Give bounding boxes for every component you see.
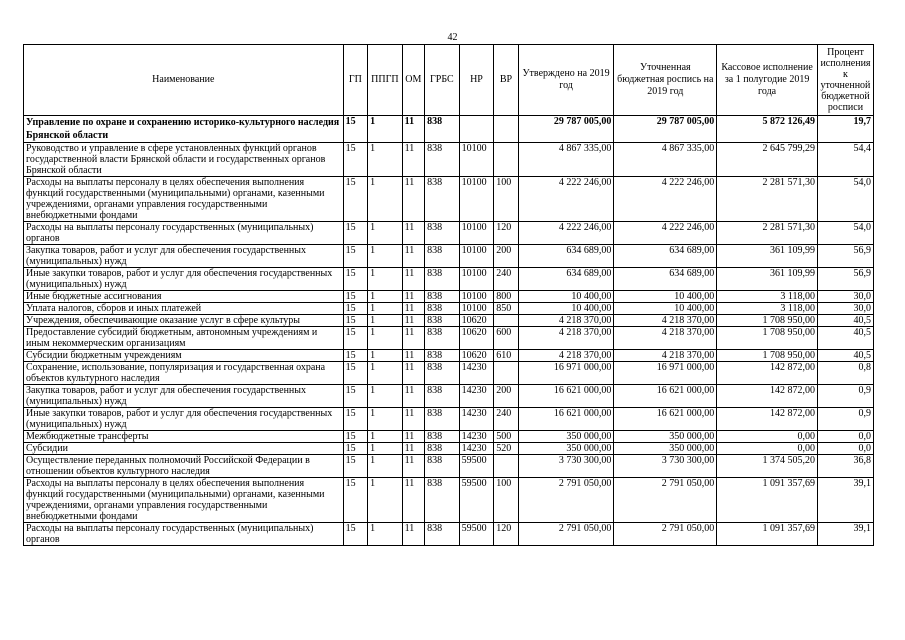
cell-vr: 500 [494, 431, 518, 443]
cell-om: 11 [402, 478, 424, 523]
cell-cash: 1 374 505,20 [717, 455, 818, 478]
cell-name: Межбюджетные трансферты [24, 431, 344, 443]
cell-refined: 2 791 050,00 [614, 523, 717, 546]
cell-approved: 350 000,00 [518, 431, 614, 443]
cell-nr: 59500 [459, 478, 494, 523]
cell-nr: 10620 [459, 327, 494, 350]
cell-percent: 54,0 [817, 222, 873, 245]
cell-gp: 15 [343, 431, 367, 443]
cell-cash: 3 118,00 [717, 303, 818, 315]
cell-nr: 59500 [459, 523, 494, 546]
cell-name: Руководство и управление в сфере установленных функций органов государственной власти Брянской области и государственных органов Брянской области [24, 143, 344, 177]
cell-percent: 54,4 [817, 143, 873, 177]
cell-refined: 16 621 000,00 [614, 385, 717, 408]
cell-refined: 634 689,00 [614, 245, 717, 268]
cell-approved: 10 400,00 [518, 291, 614, 303]
cell-refined: 10 400,00 [614, 303, 717, 315]
cell-om: 11 [402, 116, 424, 143]
cell-cash: 2 281 571,30 [717, 222, 818, 245]
cell-ppgp: 1 [368, 315, 403, 327]
table-row [24, 303, 874, 315]
cell-name: Иные бюджетные ассигнования [24, 291, 344, 303]
table-row [24, 408, 874, 431]
cell-percent: 30,0 [817, 291, 873, 303]
table-row [24, 523, 874, 546]
cell-name: Уплата налогов, сборов и иных платежей [24, 303, 344, 315]
cell-grbs: 838 [425, 408, 460, 431]
cell-om: 11 [402, 315, 424, 327]
cell-vr: 520 [494, 443, 518, 455]
cell-approved: 3 730 300,00 [518, 455, 614, 478]
cell-vr: 120 [494, 222, 518, 245]
cell-om: 11 [402, 443, 424, 455]
cell-ppgp: 1 [368, 222, 403, 245]
cell-om: 11 [402, 385, 424, 408]
cell-cash: 1 708 950,00 [717, 327, 818, 350]
header-name: Наименование [24, 45, 344, 116]
cell-approved: 634 689,00 [518, 245, 614, 268]
header-row [24, 45, 874, 116]
cell-vr: 200 [494, 245, 518, 268]
cell-nr: 10620 [459, 350, 494, 362]
cell-cash: 142 872,00 [717, 385, 818, 408]
cell-refined: 4 867 335,00 [614, 143, 717, 177]
cell-gp: 15 [343, 291, 367, 303]
cell-percent: 39,1 [817, 478, 873, 523]
cell-ppgp: 1 [368, 385, 403, 408]
cell-ppgp: 1 [368, 303, 403, 315]
table-row [24, 455, 874, 478]
cell-gp: 15 [343, 350, 367, 362]
table-row [24, 327, 874, 350]
cell-refined: 2 791 050,00 [614, 478, 717, 523]
cell-approved: 4 218 370,00 [518, 327, 614, 350]
cell-om: 11 [402, 222, 424, 245]
cell-om: 11 [402, 431, 424, 443]
header-percent: Процент исполнения к уточненной бюджетной росписи [817, 45, 873, 116]
cell-cash: 1 091 357,69 [717, 523, 818, 546]
cell-ppgp: 1 [368, 455, 403, 478]
cell-approved: 16 621 000,00 [518, 408, 614, 431]
cell-refined: 4 218 370,00 [614, 327, 717, 350]
table-row [24, 478, 874, 523]
cell-percent: 56,9 [817, 245, 873, 268]
cell-om: 11 [402, 523, 424, 546]
cell-ppgp: 1 [368, 523, 403, 546]
cell-om: 11 [402, 350, 424, 362]
cell-om: 11 [402, 327, 424, 350]
cell-nr: 10100 [459, 143, 494, 177]
cell-om: 11 [402, 143, 424, 177]
cell-vr [494, 143, 518, 177]
cell-cash: 142 872,00 [717, 362, 818, 385]
cell-ppgp: 1 [368, 177, 403, 222]
cell-vr: 120 [494, 523, 518, 546]
cell-nr: 14230 [459, 408, 494, 431]
cell-gp: 15 [343, 478, 367, 523]
table-row [24, 443, 874, 455]
cell-approved: 634 689,00 [518, 268, 614, 291]
cell-grbs: 838 [425, 116, 460, 143]
table-row [24, 431, 874, 443]
cell-grbs: 838 [425, 291, 460, 303]
cell-gp: 15 [343, 245, 367, 268]
cell-name: Иные закупки товаров, работ и услуг для обеспечения государственных (муниципальных) нужд [24, 408, 344, 431]
cell-percent: 39,1 [817, 523, 873, 546]
cell-om: 11 [402, 177, 424, 222]
header-grbs: ГРБС [425, 45, 460, 116]
header-gp: ГП [343, 45, 367, 116]
cell-om: 11 [402, 408, 424, 431]
cell-grbs: 838 [425, 303, 460, 315]
cell-cash: 361 109,99 [717, 245, 818, 268]
cell-vr: 200 [494, 385, 518, 408]
cell-percent: 0,0 [817, 431, 873, 443]
cell-vr: 800 [494, 291, 518, 303]
cell-gp: 15 [343, 523, 367, 546]
table-row [24, 245, 874, 268]
cell-approved: 2 791 050,00 [518, 478, 614, 523]
cell-grbs: 838 [425, 443, 460, 455]
cell-om: 11 [402, 455, 424, 478]
cell-percent: 0,0 [817, 443, 873, 455]
cell-name: Субсидии [24, 443, 344, 455]
cell-om: 11 [402, 268, 424, 291]
cell-gp: 15 [343, 385, 367, 408]
cell-gp: 15 [343, 408, 367, 431]
cell-grbs: 838 [425, 362, 460, 385]
cell-cash: 361 109,99 [717, 268, 818, 291]
cell-name: Расходы на выплаты персоналу в целях обеспечения выполнения функций государственными (муниципальными) органами, казенными учреждениями, органами управления государственными внебюджетными фондами [24, 177, 344, 222]
cell-grbs: 838 [425, 177, 460, 222]
cell-gp: 15 [343, 303, 367, 315]
header-om: ОМ [402, 45, 424, 116]
cell-gp: 15 [343, 268, 367, 291]
table-body [24, 116, 874, 546]
cell-ppgp: 1 [368, 327, 403, 350]
cell-nr: 14230 [459, 443, 494, 455]
cell-refined: 4 218 370,00 [614, 315, 717, 327]
cell-approved: 4 218 370,00 [518, 350, 614, 362]
cell-ppgp: 1 [368, 478, 403, 523]
cell-vr [494, 315, 518, 327]
cell-percent: 19,7 [817, 116, 873, 143]
cell-cash: 1 708 950,00 [717, 350, 818, 362]
cell-grbs: 838 [425, 268, 460, 291]
cell-refined: 4 222 246,00 [614, 222, 717, 245]
cell-percent: 36,8 [817, 455, 873, 478]
cell-cash: 0,00 [717, 443, 818, 455]
cell-approved: 10 400,00 [518, 303, 614, 315]
cell-refined: 350 000,00 [614, 443, 717, 455]
cell-name: Расходы на выплаты персоналу государственных (муниципальных) органов [24, 523, 344, 546]
cell-approved: 2 791 050,00 [518, 523, 614, 546]
cell-ppgp: 1 [368, 362, 403, 385]
cell-grbs: 838 [425, 222, 460, 245]
cell-nr: 10100 [459, 268, 494, 291]
cell-vr: 100 [494, 177, 518, 222]
table-row [24, 350, 874, 362]
cell-ppgp: 1 [368, 143, 403, 177]
cell-refined: 16 621 000,00 [614, 408, 717, 431]
cell-refined: 3 730 300,00 [614, 455, 717, 478]
cell-nr: 14230 [459, 431, 494, 443]
cell-ppgp: 1 [368, 350, 403, 362]
cell-nr: 10100 [459, 245, 494, 268]
cell-cash: 2 645 799,29 [717, 143, 818, 177]
cell-name: Расходы на выплаты персоналу в целях обеспечения выполнения функций государственными (муниципальными) органами, казенными учреждениями, органами управления государственными внебюджетными фондами [24, 478, 344, 523]
cell-gp: 15 [343, 222, 367, 245]
cell-name: Учреждения, обеспечивающие оказание услуг в сфере культуры [24, 315, 344, 327]
cell-nr: 59500 [459, 455, 494, 478]
table-row [24, 362, 874, 385]
cell-cash: 0,00 [717, 431, 818, 443]
cell-cash: 1 708 950,00 [717, 315, 818, 327]
cell-name: Закупка товаров, работ и услуг для обеспечения государственных (муниципальных) нужд [24, 245, 344, 268]
cell-nr [459, 116, 494, 143]
header-nr: НР [459, 45, 494, 116]
budget-table [23, 44, 874, 546]
cell-percent: 54,0 [817, 177, 873, 222]
table-row [24, 291, 874, 303]
cell-approved: 350 000,00 [518, 443, 614, 455]
cell-vr: 240 [494, 408, 518, 431]
cell-nr: 10100 [459, 177, 494, 222]
cell-gp: 15 [343, 116, 367, 143]
cell-percent: 0,9 [817, 408, 873, 431]
cell-approved: 4 222 246,00 [518, 177, 614, 222]
cell-om: 11 [402, 291, 424, 303]
cell-vr [494, 116, 518, 143]
cell-grbs: 838 [425, 245, 460, 268]
cell-percent: 56,9 [817, 268, 873, 291]
cell-vr [494, 362, 518, 385]
cell-percent: 40,5 [817, 315, 873, 327]
header-refined: Уточненная бюджетная роспись на 2019 год [614, 45, 717, 116]
cell-vr: 100 [494, 478, 518, 523]
cell-gp: 15 [343, 327, 367, 350]
cell-om: 11 [402, 245, 424, 268]
cell-refined: 4 222 246,00 [614, 177, 717, 222]
cell-cash: 3 118,00 [717, 291, 818, 303]
cell-gp: 15 [343, 443, 367, 455]
header-cash: Кассовое исполнение за 1 полугодие 2019 года [717, 45, 818, 116]
cell-vr: 610 [494, 350, 518, 362]
cell-name: Иные закупки товаров, работ и услуг для обеспечения государственных (муниципальных) нужд [24, 268, 344, 291]
cell-grbs: 838 [425, 478, 460, 523]
table-row [24, 222, 874, 245]
cell-approved: 16 971 000,00 [518, 362, 614, 385]
cell-grbs: 838 [425, 143, 460, 177]
cell-gp: 15 [343, 315, 367, 327]
table-row [24, 177, 874, 222]
cell-cash: 142 872,00 [717, 408, 818, 431]
cell-percent: 40,5 [817, 350, 873, 362]
cell-nr: 10100 [459, 222, 494, 245]
cell-ppgp: 1 [368, 268, 403, 291]
page-number: 42 [447, 32, 458, 43]
cell-approved: 29 787 005,00 [518, 116, 614, 143]
cell-name: Управление по охране и сохранению историко-культурного наследия Брянской области [24, 116, 344, 143]
table-row [24, 385, 874, 408]
cell-gp: 15 [343, 177, 367, 222]
cell-nr: 10620 [459, 315, 494, 327]
cell-percent: 30,0 [817, 303, 873, 315]
cell-grbs: 838 [425, 455, 460, 478]
cell-name: Осуществление переданных полномочий Российской Федерации в отношении объектов культурного наследия [24, 455, 344, 478]
cell-refined: 350 000,00 [614, 431, 717, 443]
cell-refined: 634 689,00 [614, 268, 717, 291]
cell-ppgp: 1 [368, 245, 403, 268]
cell-approved: 16 621 000,00 [518, 385, 614, 408]
cell-gp: 15 [343, 362, 367, 385]
cell-percent: 0,8 [817, 362, 873, 385]
cell-grbs: 838 [425, 431, 460, 443]
cell-grbs: 838 [425, 350, 460, 362]
cell-nr: 10100 [459, 303, 494, 315]
cell-cash: 1 091 357,69 [717, 478, 818, 523]
cell-ppgp: 1 [368, 431, 403, 443]
cell-grbs: 838 [425, 523, 460, 546]
cell-vr: 240 [494, 268, 518, 291]
cell-cash: 2 281 571,30 [717, 177, 818, 222]
cell-name: Расходы на выплаты персоналу государственных (муниципальных) органов [24, 222, 344, 245]
table-row [24, 315, 874, 327]
cell-approved: 4 222 246,00 [518, 222, 614, 245]
cell-approved: 4 867 335,00 [518, 143, 614, 177]
cell-vr: 600 [494, 327, 518, 350]
cell-nr: 14230 [459, 385, 494, 408]
table-row [24, 268, 874, 291]
cell-cash: 5 872 126,49 [717, 116, 818, 143]
cell-gp: 15 [343, 143, 367, 177]
cell-ppgp: 1 [368, 291, 403, 303]
cell-vr [494, 455, 518, 478]
cell-refined: 10 400,00 [614, 291, 717, 303]
cell-nr: 10100 [459, 291, 494, 303]
header-approved: Утверждено на 2019 год [518, 45, 614, 116]
cell-name: Закупка товаров, работ и услуг для обеспечения государственных (муниципальных) нужд [24, 385, 344, 408]
cell-gp: 15 [343, 455, 367, 478]
header-vr: ВР [494, 45, 518, 116]
cell-grbs: 838 [425, 385, 460, 408]
cell-refined: 4 218 370,00 [614, 350, 717, 362]
cell-percent: 0,9 [817, 385, 873, 408]
cell-vr: 850 [494, 303, 518, 315]
cell-approved: 4 218 370,00 [518, 315, 614, 327]
cell-om: 11 [402, 303, 424, 315]
cell-name: Сохранение, использование, популяризация и государственная охрана объектов культурного наследия [24, 362, 344, 385]
cell-om: 11 [402, 362, 424, 385]
cell-refined: 16 971 000,00 [614, 362, 717, 385]
table-row [24, 143, 874, 177]
cell-nr: 14230 [459, 362, 494, 385]
cell-grbs: 838 [425, 327, 460, 350]
cell-grbs: 838 [425, 315, 460, 327]
cell-ppgp: 1 [368, 408, 403, 431]
table-row [24, 116, 874, 143]
cell-name: Субсидии бюджетным учреждениям [24, 350, 344, 362]
cell-name: Предоставление субсидий бюджетным, автономным учреждениям и иным некоммерческим организациям [24, 327, 344, 350]
cell-refined: 29 787 005,00 [614, 116, 717, 143]
cell-ppgp: 1 [368, 443, 403, 455]
cell-percent: 40,5 [817, 327, 873, 350]
header-ppgp: ППГП [368, 45, 403, 116]
cell-ppgp: 1 [368, 116, 403, 143]
